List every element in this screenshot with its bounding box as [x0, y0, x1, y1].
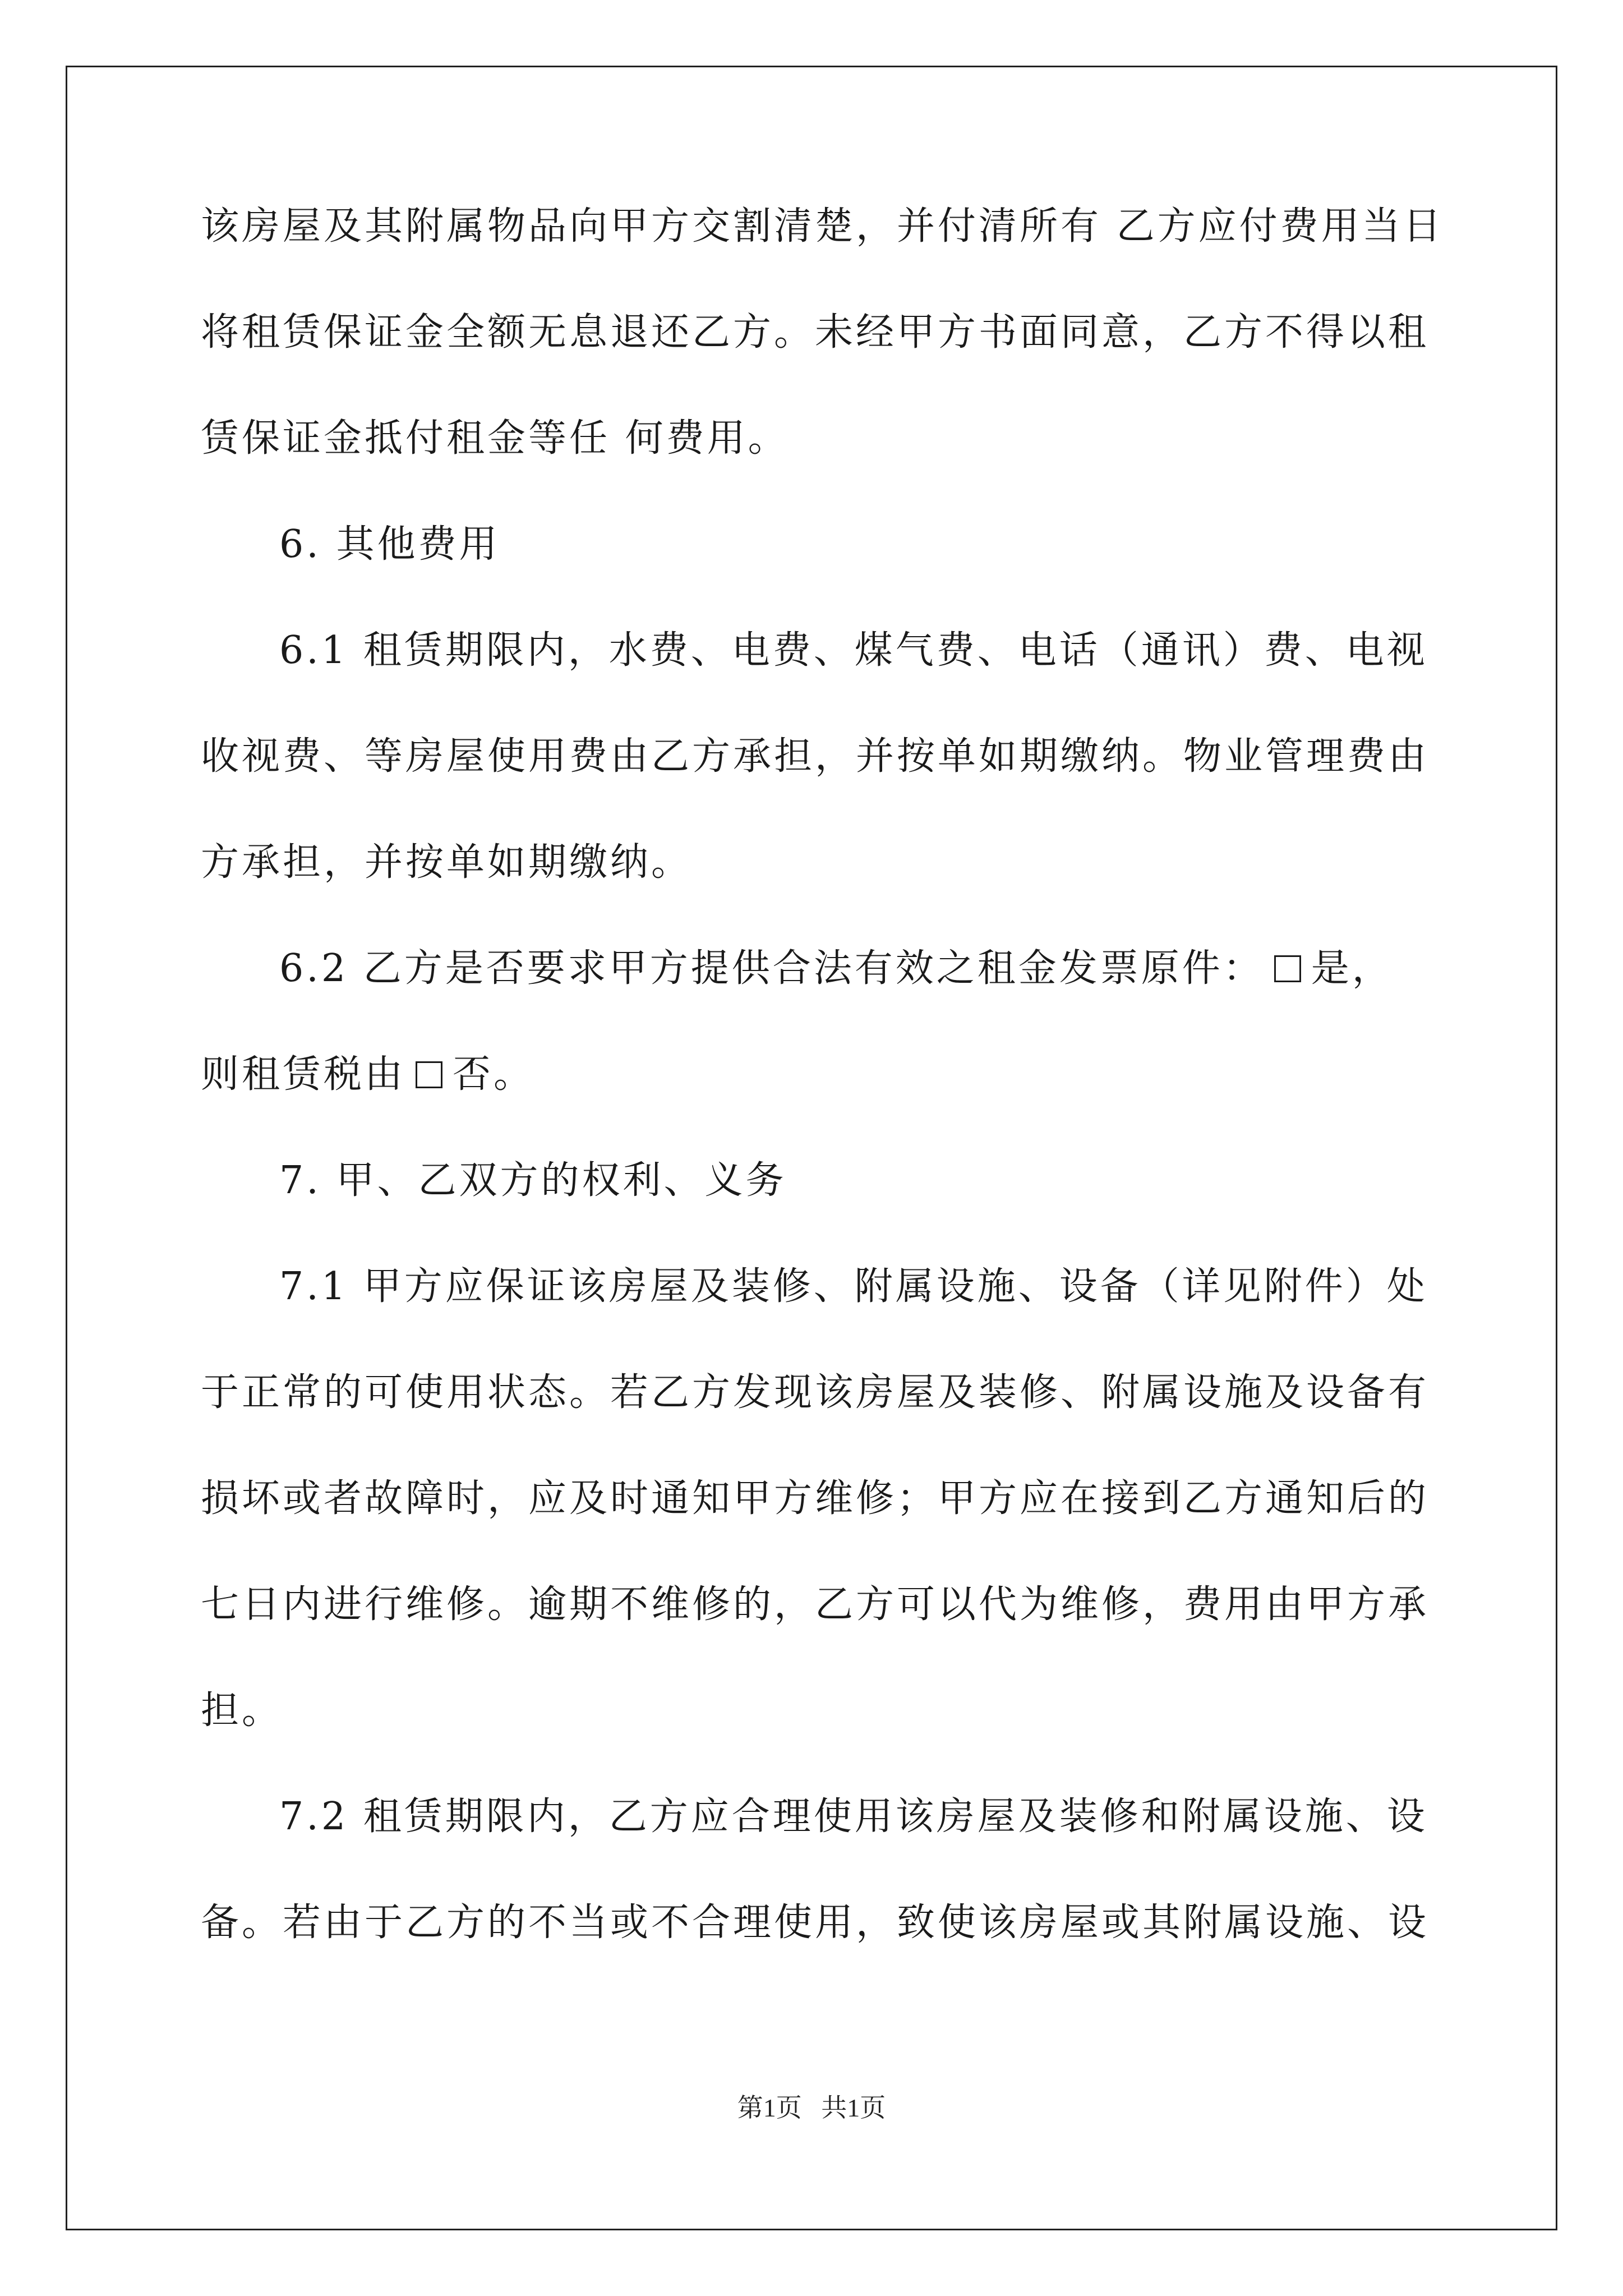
text-line: 七日内进行维修。逾期不维修的，乙方可以代为维修，费用由甲方承	[201, 1582, 1430, 1627]
text-line: 于正常的可使用状态。若乙方发现该房屋及装修、附属设施及设备有	[201, 1370, 1430, 1415]
text-line	[201, 1052, 1435, 1162]
text-line: 6.1 租赁期限内，水费、电费、煤气费、电话（通讯）费、电视	[279, 628, 1428, 673]
page-total: 共1页	[821, 2093, 886, 2122]
section-heading: 7. 甲、乙双方的权利、义务	[279, 1158, 787, 1203]
section-heading: 6. 其他费用	[279, 522, 500, 567]
text-line: 将租赁保证金全额无息退还乙方。未经甲方书面同意，乙方不得以租	[201, 310, 1430, 355]
text-line	[201, 946, 1435, 1056]
document-body	[201, 204, 1444, 2010]
page-footer	[0, 2095, 1623, 2121]
text-segment: 否。	[453, 1052, 535, 1097]
text-line: 7.2 租赁期限内，乙方应合理使用该房屋及装修和附属设施、设	[279, 1795, 1428, 1839]
text-line: 备。若由于乙方的不当或不合理使用，致使该房屋或其附属设施、设	[201, 1901, 1430, 1945]
text-line: 该房屋及其附属物品向甲方交割清楚，并付清所有 乙方应付费用当日	[201, 204, 1444, 249]
page-number: 第1页	[737, 2093, 802, 2122]
text-line: 方承担，并按单如期缴纳。	[201, 840, 693, 885]
checkbox[interactable]	[416, 1061, 442, 1088]
text-segment: 是，	[1311, 946, 1393, 991]
text-segment: 6.2 乙方是否要求甲方提供合法有效之租金发票原件：	[279, 946, 1264, 991]
checkbox[interactable]	[1274, 955, 1301, 982]
text-line: 损坏或者故障时，应及时通知甲方维修；甲方应在接到乙方通知后的	[201, 1476, 1430, 1521]
text-line: 担。	[201, 1688, 283, 1733]
text-line: 赁保证金抵付租金等任 何费用。	[201, 416, 789, 461]
text-line: 收视费、等房屋使用费由乙方承担，并按单如期缴纳。物业管理费由	[201, 734, 1430, 779]
text-segment: 则租赁税由	[201, 1052, 406, 1097]
text-line: 7.1 甲方应保证该房屋及装修、附属设施、设备（详见附件）处	[279, 1264, 1428, 1309]
